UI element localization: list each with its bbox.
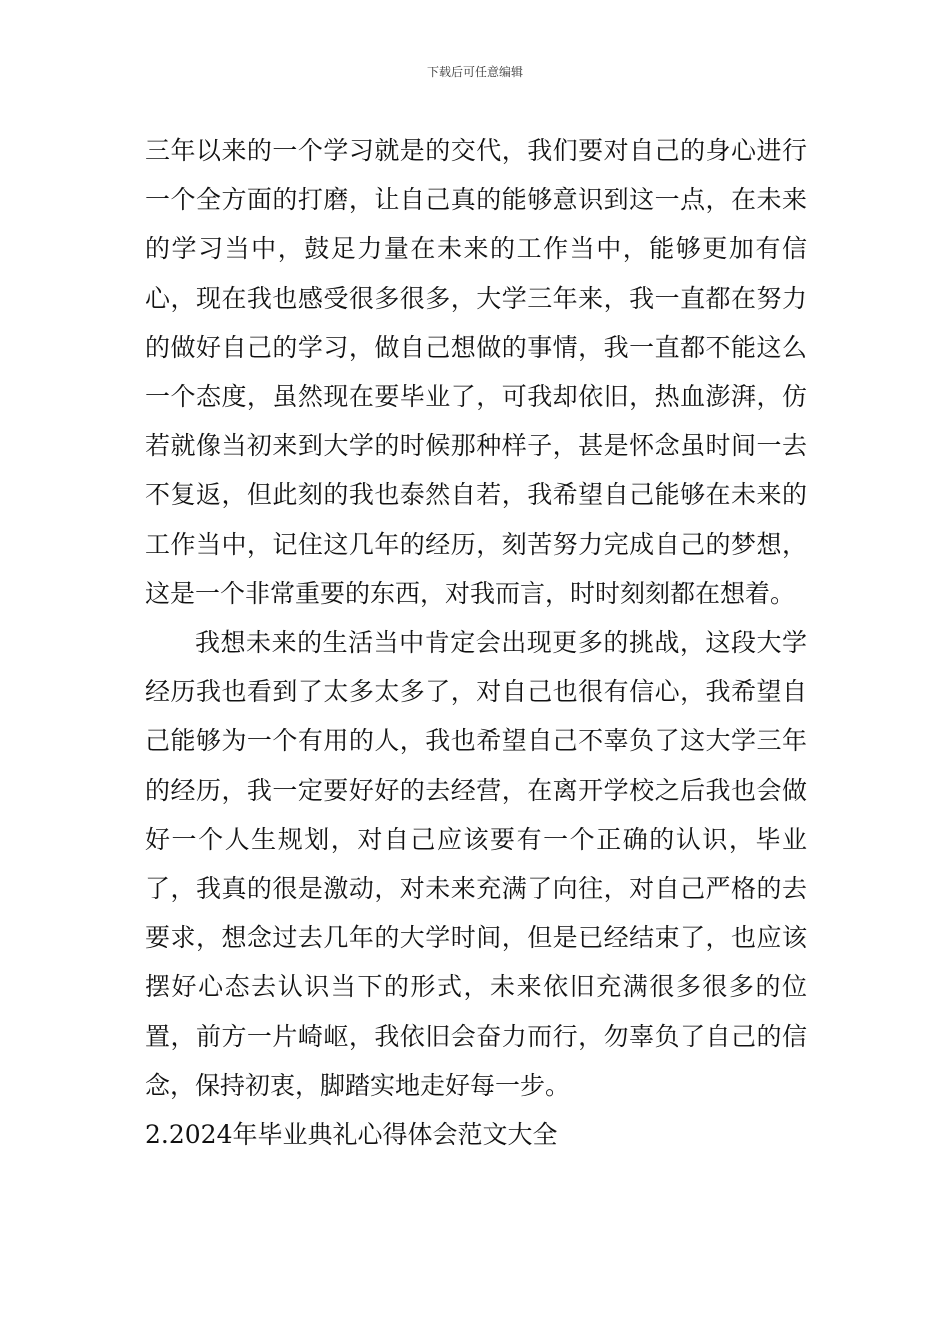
body-paragraph-2: 我想未来的生活当中肯定会出现更多的挑战，这段大学经历我也看到了太多太多了，对自己也很有信心，我希望自己能够为一个有用的人，我也希望自己不辜负了这大学三年的经历，我一定要好好的去经营，在离开学校之后我也会做好一个人生规划，对自己应该要有一个正确的认识，毕业了，我真的很是激动，对未来充满了向往，对自己严格的去要求，想念过去几年的大学时间，但是已经结束了，也应该摆好心态去认识当下的形式，未来依旧充满很多很多的位置，前方一片崎岖，我依旧会奋力而行，勿辜负了自己的信念，保持初衷，脚踏实地走好每一步。 [145,628,807,1100]
page-header: 下载后可任意编辑 [426,65,523,79]
section-heading: 2.2024年毕业典礼心得体会范文大全 [145,1120,558,1150]
document-body [145,126,807,1159]
body-paragraph-1: 三年以来的一个学习就是的交代，我们要对自己的身心进行一个全方面的打磨，让自己真的能够意识到这一点，在未来的学习当中，鼓足力量在未来的工作当中，能够更加有信心，现在我也感受很多很多，大学三年来，我一直都在努力的做好自己的学习，做自己想做的事情，我一直都不能这么一个态度，虽然现在要毕业了，可我却依旧，热血澎湃，仿若就像当初来到大学的时候那种样子，甚是怀念虽时间一去不复返，但此刻的我也泰然自若，我希望自己能够在未来的工作当中，记住这几年的经历，刻苦努力完成自己的梦想，这是一个非常重要的东西，对我而言，时时刻刻都在想着。 [145,136,807,608]
